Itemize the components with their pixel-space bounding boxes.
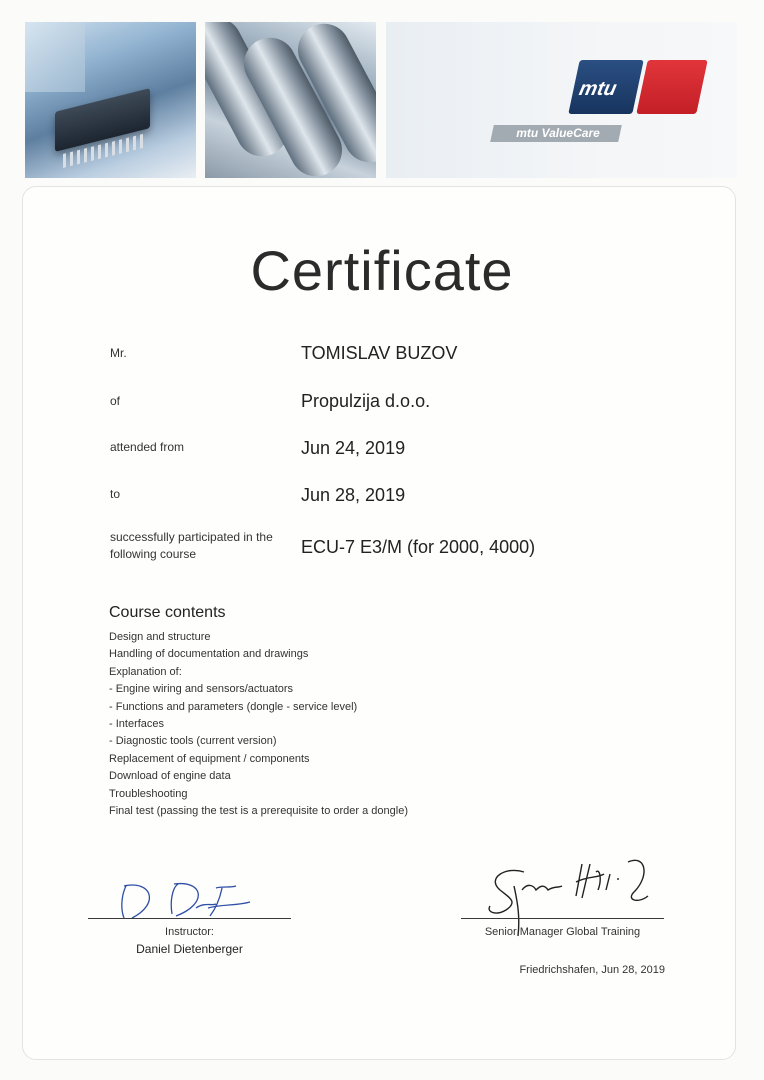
- electronics-photo: [25, 22, 196, 178]
- logo-text: mtu: [577, 78, 619, 100]
- list-item: Handling of documentation and drawings: [109, 648, 309, 661]
- brand-panel: [386, 22, 737, 178]
- valuecare-logo-text: mtu ValueCare: [516, 126, 600, 140]
- end-date: Jun 28, 2019: [301, 485, 406, 505]
- place-and-date: Friedrichshafen, Jun 28, 2019: [519, 964, 665, 976]
- circuit-board-shape: [25, 22, 85, 92]
- instructor-signature: [112, 874, 262, 924]
- engine-photo: [205, 22, 376, 178]
- list-item: - Interfaces: [109, 717, 165, 730]
- list-item: - Diagnostic tools (current version): [109, 735, 277, 748]
- field-label-to: to: [110, 487, 121, 501]
- mtu-logo: [574, 60, 702, 116]
- list-item: Explanation of:: [109, 665, 182, 678]
- list-item: Download of engine data: [109, 770, 231, 783]
- list-item: Design and structure: [109, 631, 211, 643]
- field-label-title: Mr.: [110, 346, 127, 360]
- logo-blue-block: [568, 60, 643, 114]
- participant-name: TOMISLAV BUZOV: [301, 343, 458, 363]
- instructor-name: Daniel Dietenberger: [136, 942, 243, 956]
- course-name: ECU-7 E3/M (for 2000, 4000): [301, 537, 536, 557]
- certificate-title: Certificate: [250, 239, 514, 302]
- instructor-label: Instructor:: [165, 926, 214, 938]
- list-item: Replacement of equipment / components: [109, 752, 310, 765]
- company-name: Propulzija d.o.o.: [301, 391, 431, 411]
- list-item: Final test (passing the test is a prerequisite to order a dongle): [109, 804, 408, 817]
- manager-signature-line: [461, 918, 664, 919]
- list-item: - Functions and parameters (dongle - service level): [109, 700, 358, 713]
- instructor-signature-line: [88, 918, 291, 919]
- field-label-course-line2: following course: [110, 547, 197, 561]
- list-item: Troubleshooting: [109, 787, 188, 800]
- course-contents-list: [109, 629, 408, 820]
- course-contents-heading: Course contents: [109, 604, 226, 621]
- list-item: - Engine wiring and sensors/actuators: [109, 683, 294, 696]
- manager-label: Senior Manager Global Training: [484, 926, 641, 938]
- field-label-from: attended from: [110, 440, 185, 454]
- start-date: Jun 24, 2019: [301, 438, 406, 458]
- field-label-course-line1: successfully participated in the: [110, 530, 273, 544]
- logo-red-block: [636, 60, 707, 114]
- field-label-company: of: [110, 394, 121, 408]
